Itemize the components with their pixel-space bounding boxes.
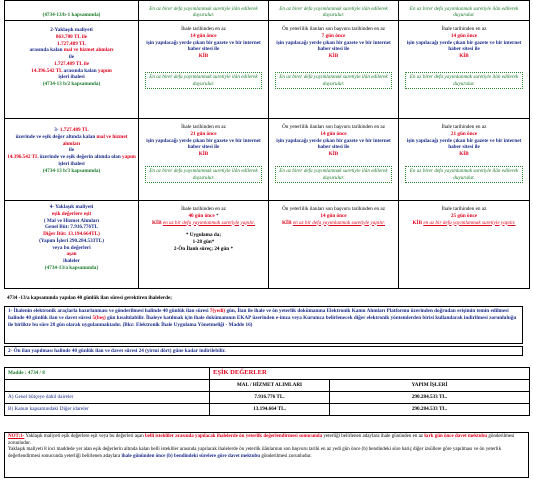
kib-link[interactable]: en az bir defa yayımlanmak suretiyle yapılır.: [292, 219, 385, 226]
row-3-cell: İhale tarihinden en az 21 gün önce işin yapılacağı yerde çıkan bir gazete ve bir internet haber sitesi ile KİB En az birer defa yayımlanmak suretiyle ilân edilerek duyurulur.: [399, 119, 530, 201]
section-40-gun-p2: 2- Ön ilan yapılması halinde 40 günlük ilan ve davet süresi 24 (yirmi dört) güne kadar indirilebilir.: [4, 346, 523, 356]
esik-degerler-table: [4, 367, 530, 416]
row-1-cell: [269, 1, 399, 21]
row-2-left: 2-Yaklaşık maliyeti 863.700 TL ile 1.727.489 TL arasında kalan mal ve hizmet alımları ile 1.727.489 TL ile 14.396.542 TL arasında kalan yapım işleri ihalesi (4734-13 b/2 kapsamında): [5, 21, 139, 119]
announce-note: En az birer defa yayımlanmak suretiyle ilân edilerek duyurulur.: [145, 166, 262, 184]
announce-note: En az birer defa yayımlanmak suretiyle ilân edilerek duyurulur.: [149, 5, 258, 19]
kib-link[interactable]: en az bir defa yayımlanmak suretiyle yapılır.: [423, 219, 516, 226]
row-4-left: 4- Yaklaşık maliyeti eşik değerlere eşit ( Mal ve Hizmet Alımları Genel Büt: 7.916.776TL Diğer Büt: 13.194.664TL) (Yapım İşleri 290.284.533TL) veya bu değerleri aşan ihaleler (4734-13/a kapsamında): [5, 201, 139, 289]
row-label: B) Kanun kapsamındaki Diğer idareler: [5, 404, 210, 416]
announce-note: En az birer defa yayımlanmak suretiyle ilân edilerek duyurulur.: [405, 72, 523, 90]
kib-label: KİB: [282, 219, 292, 226]
madde-label: Madde : 4734 / 8: [5, 368, 210, 380]
row-1-left: (4734-13/b-1 kapsamında): [5, 1, 139, 21]
notes-section: NOT:1- Yaklaşık maliyeti eşik değerlere eşit veya bu değerleri aşan belli istekliler arasında yapılacak ihalelerde ön yeterlik değerlendirmesi sonucunda yeterliği belirlenen adaylara ihale gününden en az kırk gün önce davet mektubu gönderilmesi zorunludur. Yaklaşık maliyeti 8 inci maddede yer alan eşik değerlerin altında kalan belli istekliler arasında yapılacak ihalelerde ön yeterlik ilânlarının son başvuru tarihi en az yedi gün önce (b) bendindeki süre hariç diğer izsüllere göre yapılması ve ön yeterlik değerlendirmesi sonucunda yeterliği belirlenen adaylara ihale gününden önce (b) bendindeki sürelere göre davet mektubu gönderilmesi zorunludur.: [4, 432, 529, 478]
row-3-cell: Ön yeterlilik ilanları son başvuru tarihinden en az 14 gün önce işin yapılacağı yerde çıkan bir gazete ve bir internet haber sitesi ile KİB En az birer defa yayımlanmak suretiyle ilân edilerek duyurulur.: [269, 119, 399, 201]
kib-label: KİB: [198, 151, 209, 157]
table-row: [5, 1, 530, 21]
kib-label: KİB: [152, 219, 162, 226]
table-row: [5, 380, 530, 392]
kib-link[interactable]: en az bir defa yayımlanmak suretiyle yapılır.: [162, 219, 255, 226]
row-label: A) Genel bütçeye dahil daireler: [5, 392, 210, 404]
kib-label: KİB: [328, 151, 339, 157]
col-mal-hizmet: MAL / HİZMET ALIMLARI: [210, 380, 330, 392]
kib-label: KİB: [459, 53, 469, 59]
announce-note: En az birer defa yayımlanmak suretiyle ilân edilerek duyurulur.: [275, 72, 392, 90]
table-row: B) Kanun kapsamındaki Diğer idareler 13.194.664 TL. 290.284.533 TL.: [5, 404, 530, 416]
section-40-gun-p1: 1- İhalenin elektronik araçlarla hazırlanması ve gönderilmesi halinde 40 günlük ilan süresi 7(yedi) gün, İlan ile ihale ve ön yeterlik dokümanına Elektronik Kamu Alımları Platformu üzerinden doğrudan erişimin temin edilmesi halinde 40 günlük ilan ve davet süresi 5(beş) gün kısaltılabilir. İhaleye katılmak için ihale dokümanının EKAP üzerinden e-imza veya Kurumca belirlenecek diğer elektronik yöntemlerden birisi kullanılarak indirilmesi zorunluluğu ile birlikte bu süre 28 gün olarak uygulanmaktadır. (Bkz: Elektronik İhale Uygulama Yönetmeliği - Madde 16): [4, 306, 523, 344]
row-3-left: 3- 1.727.489 TL üzerinde ve eşik değer altında kalan mal ve hizmet alımları ile 14.396.542 TL üzerinde ve eşik değerin altında olan yapım işleri ihalesi (4734-13 b/3 kapsamında): [5, 119, 139, 201]
row-4-cell: Ön yeterlilik ilanları son başvuru tarihinden en az 14 gün önce KİB en az bir defa yayımlanmak suretiyle yapılır.: [269, 201, 399, 289]
kib-label: KİB: [198, 53, 209, 59]
row-4-cell: İhale tarihinden en az 40 gün önce * KİB en az bir defa yayımlanmak suretiyle yapılır. * Uygulama da; 1-28 gün* 2-Ön İlanlı süreç; 24 gün *: [139, 201, 269, 289]
row-1-cell: [139, 1, 269, 21]
note-label: NOT:1-: [8, 434, 25, 439]
row-2-cell: İhale tarihinden en az 14 gün önce işin yapılacağı yerde çıkan bir gazete ve bir internet haber sitesi ile KİB En az birer defa yayımlanmak suretiyle ilân edilerek duyurulur.: [139, 21, 269, 119]
announce-note: En az birer defa yayımlanmak suretiyle ilân edilerek duyurulur.: [279, 5, 388, 19]
announce-note: En az birer defa yayımlanmak suretiyle ilân edilerek duyurulur.: [275, 166, 392, 184]
col-yapim: YAPIM İŞLERİ: [330, 380, 530, 392]
announce-note: En az birer defa yayımlanmak suretiyle ilân edilerek duyurulur.: [405, 166, 523, 184]
announce-note: En az birer defa yayımlanmak suretiyle ilân edilerek duyurulur.: [409, 5, 519, 19]
row-4-cell: İhale tarihinden en az 25 gün önce KİB en az bir defa yayımlanmak suretiyle yapılır.: [399, 201, 530, 289]
row-3-cell: İhale tarihinden en az 21 gün önce işin yapılacağı yerde çıkan bir gazete ve bir internet haber sitesi ile KİB En az birer defa yayımlanmak suretiyle ilân edilerek duyurulur.: [139, 119, 269, 201]
row-2-cell: Ön yeterlilik ilanları son başvuru tarihinden en az 7 gün önce işin yapılacağı yerde çıkan bir gazete ve bir internet haber sitesi ile KİB En az birer defa yayımlanmak suretiyle ilân edilerek duyurulur.: [269, 21, 399, 119]
table-row: [5, 368, 530, 380]
kib-label: KİB: [328, 53, 339, 59]
table-row: [5, 201, 530, 289]
row-2-cell: İhale tarihinden en az 14 gün önce işin yapılacağı yerde çıkan bir gazete ve bir internet haber sitesi ile KİB En az birer defa yayımlanmak suretiyle ilân edilerek duyurulur.: [399, 21, 530, 119]
table-row: A) Genel bütçeye dahil daireler 7.916.776 TL. 290.284.533 TL.: [5, 392, 530, 404]
table-row: [5, 21, 530, 119]
kib-label: KİB: [412, 219, 423, 226]
section-40-gun-title: 4734 -13/a kapsamında yapılan 40 günlük ilan süresi gerektiren ihalelerde;: [7, 295, 173, 301]
announce-note: En az birer defa yayımlanmak suretiyle ilân edilerek duyurulur.: [145, 72, 262, 90]
kib-label: KİB: [459, 151, 469, 157]
row-1-cell: [399, 1, 530, 21]
table-row: [5, 119, 530, 201]
esik-title: EŞİK DEĞERLER: [210, 368, 530, 380]
ilan-sureleri-table: [4, 0, 530, 289]
